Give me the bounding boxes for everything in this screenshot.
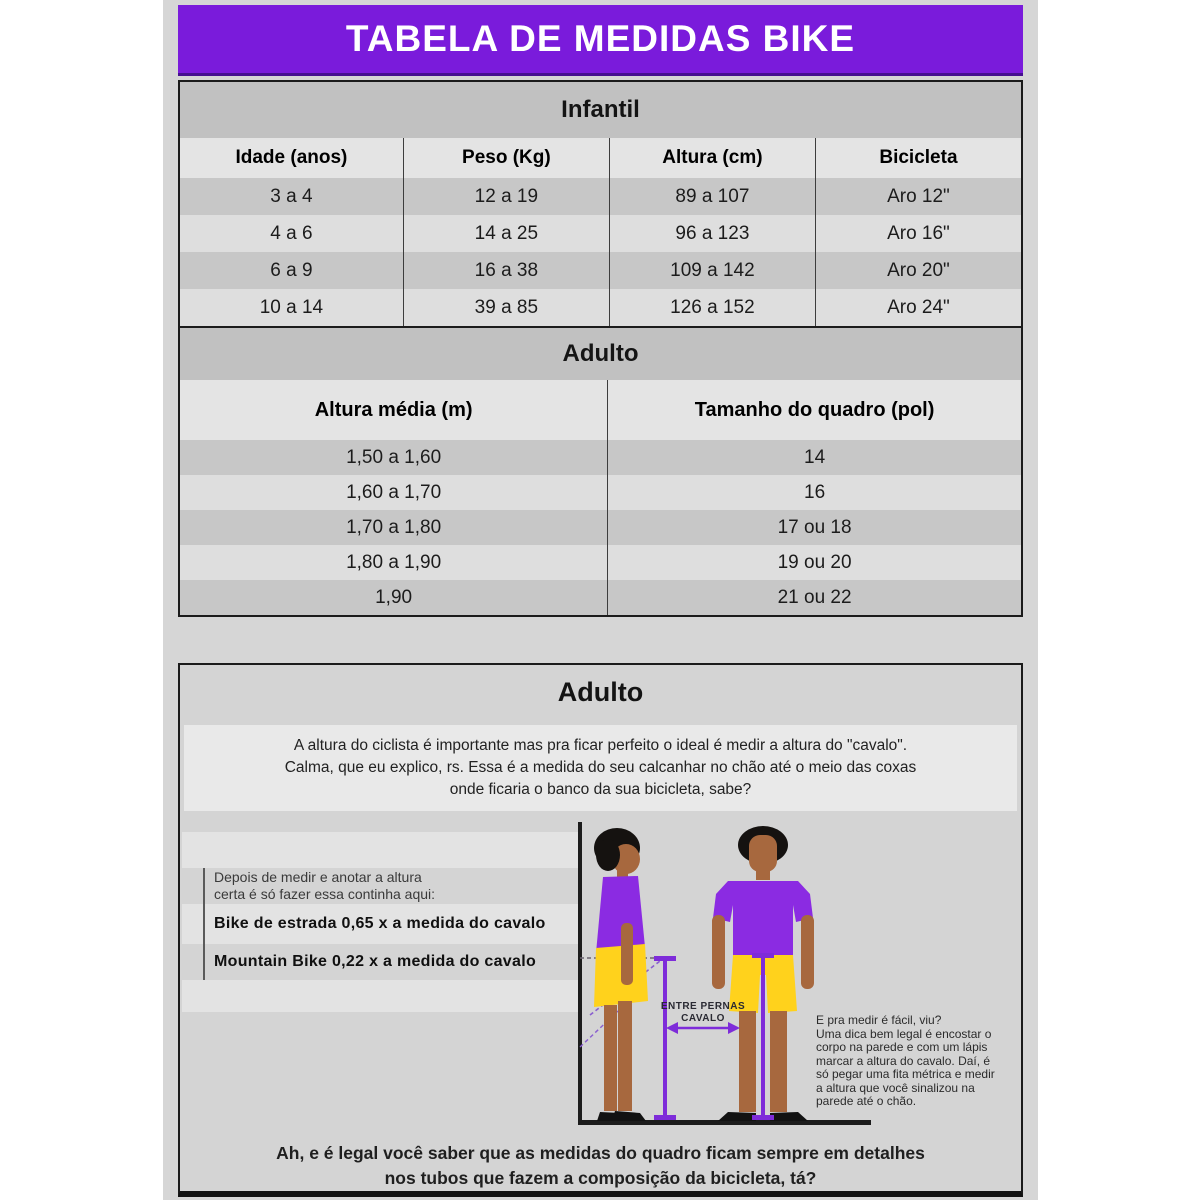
column-header: Altura (cm) [609, 138, 815, 178]
column-header: Idade (anos) [235, 147, 348, 168]
infantil-header-row [180, 138, 1021, 178]
intro-text-box [184, 725, 1017, 811]
person-side-illustration [594, 828, 648, 1121]
intro-line: A altura do ciclista é importante mas pra ficar perfeito o ideal é medir a altura do "cavalo". [293, 737, 908, 754]
adulto-info-section [178, 663, 1023, 1197]
column-header: Peso (Kg) [403, 138, 609, 178]
table-cell: 21 ou 22 [607, 580, 1021, 615]
table-cell: 10 a 14 [259, 296, 324, 318]
table-cell: Aro 24" [815, 289, 1021, 326]
footer-line: nos tubos que fazem a composição da bicicleta, tá? [384, 1168, 817, 1188]
note-line: certa é só fazer essa continha aqui: [214, 886, 436, 902]
table-cell: 16 a 38 [403, 252, 609, 289]
infantil-section-header: Infantil [180, 82, 1021, 138]
bike-sizes-table [178, 80, 1023, 617]
footer-line: Ah, e é legal você saber que as medidas do quadro ficam sempre em detalhes [276, 1143, 925, 1163]
adulto-header-row [180, 380, 1021, 440]
table-row [180, 178, 1021, 215]
tip-line: parede até o chão. [816, 1094, 917, 1108]
wall-line [578, 822, 582, 1125]
tip-line: corpo na parede e com um lápis [816, 1040, 988, 1054]
tip-line: só pegar uma fita métrica e medir [816, 1067, 995, 1081]
table-row [180, 440, 1021, 475]
table-cell: 1,60 a 1,70 [346, 481, 442, 503]
mountain-bike-formula: Mountain Bike 0,22 x a medida do cavalo [214, 953, 537, 970]
measuring-tip-text [816, 1014, 1021, 1109]
note-line: Depois de medir e anotar a altura [214, 869, 422, 885]
background-stripe [182, 980, 578, 1012]
page-title: TABELA DE MEDIDAS BIKE [345, 18, 856, 59]
column-header: Altura média (m) [314, 398, 473, 421]
table-cell: 14 [607, 440, 1021, 475]
table-cell: 1,50 a 1,60 [346, 446, 442, 468]
table-cell: 1,90 [375, 586, 413, 608]
frame-size-footer-note [180, 1141, 1021, 1191]
table-cell: 12 a 19 [403, 178, 609, 215]
table-cell: 17 ou 18 [607, 510, 1021, 545]
content-column [163, 0, 1038, 1200]
table-row [180, 510, 1021, 545]
table-cell: 1,70 a 1,80 [346, 516, 442, 538]
tip-line: a altura que você sinalizou na [816, 1080, 975, 1095]
table-row [180, 580, 1021, 615]
table-cell: 16 [607, 475, 1021, 510]
measure-note [182, 868, 578, 904]
cavalo-measure-bar [654, 956, 676, 1120]
intro-line: onde ficaria o banco da sua bicicleta, sabe? [449, 781, 752, 798]
table-cell: 39 a 85 [403, 289, 609, 326]
intro-line: Calma, que eu explico, rs. Essa é a medida do seu calcanhar no chão até o meio das coxas [284, 759, 917, 776]
table-row [180, 545, 1021, 580]
background-stripe [182, 832, 578, 868]
table-cell: 14 a 25 [403, 215, 609, 252]
column-header: Tamanho do quadro (pol) [607, 380, 1021, 440]
column-header: Bicicleta [815, 138, 1021, 178]
table-row [180, 252, 1021, 289]
table-cell: 96 a 123 [609, 215, 815, 252]
table-cell: 19 ou 20 [607, 545, 1021, 580]
diagram-label-line: CAVALO [681, 1013, 725, 1024]
tip-line: marcar a altura do cavalo. Daí, é [816, 1053, 991, 1068]
table-cell: Aro 20" [815, 252, 1021, 289]
table-cell: Aro 12" [815, 178, 1021, 215]
table-cell: 89 a 107 [609, 178, 815, 215]
table-row [180, 215, 1021, 252]
diagram-label [658, 1001, 748, 1025]
table-cell: 109 a 142 [609, 252, 815, 289]
info-section-title: Adulto [557, 677, 644, 707]
table-cell: 3 a 4 [270, 185, 313, 207]
table-cell: 4 a 6 [270, 222, 313, 244]
tip-line: E pra medir é fácil, viu? [816, 1013, 942, 1027]
diagram-label-line: ENTRE PERNAS [660, 1001, 746, 1012]
table-cell: 126 a 152 [609, 289, 815, 326]
table-row [180, 475, 1021, 510]
adulto-section-header: Adulto [180, 328, 1021, 380]
road-bike-formula: Bike de estrada 0,65 x a medida do cavalo [214, 915, 546, 932]
table-cell: 6 a 9 [270, 259, 313, 281]
title-banner [178, 5, 1023, 76]
tip-line: Uma dica bem legal é encostar o [816, 1026, 992, 1041]
table-cell: 1,80 a 1,90 [346, 551, 442, 573]
table-row [180, 289, 1021, 326]
table-cell: Aro 16" [815, 215, 1021, 252]
